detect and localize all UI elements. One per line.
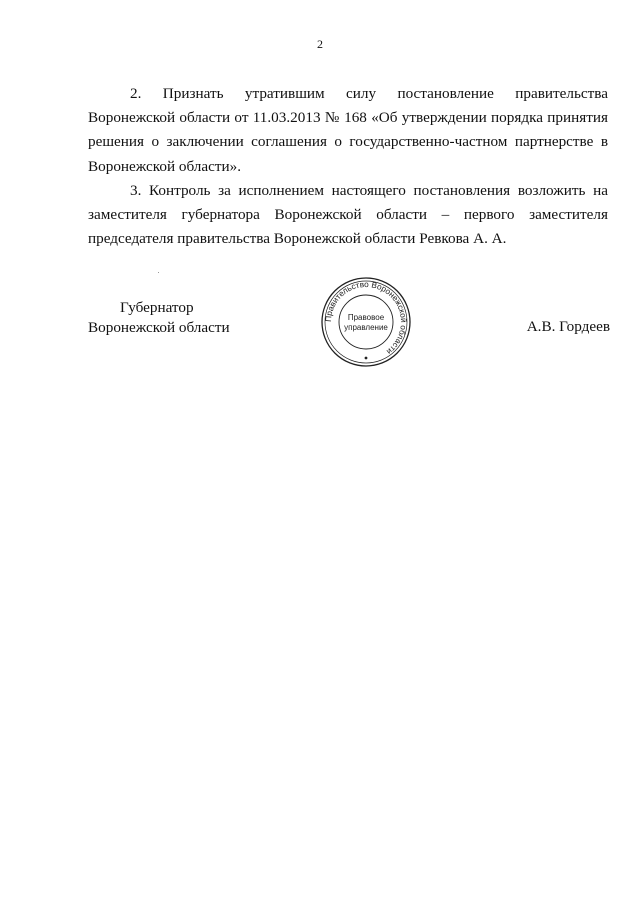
signatory-title-line1: Губернатор xyxy=(120,299,194,316)
stamp-center-line1: Правовое xyxy=(347,313,385,322)
signatory-title-line2: Воронежской области xyxy=(88,319,230,336)
stamp-ring-text: Правительство Воронежской области xyxy=(323,279,409,357)
scan-speck xyxy=(158,272,159,273)
signatory-title xyxy=(88,298,230,338)
document-body xyxy=(88,82,608,251)
stamp-center-line2: управление xyxy=(344,323,388,332)
paragraph-3: 3. Контроль за исполнением настоящего постановления возложить на заместителя губернатора Воронежской области – первого заместителя председателя правительства Воронежской области Ревкова А. А. xyxy=(88,181,608,248)
page-number: 2 xyxy=(317,37,323,51)
stamp-dot xyxy=(365,357,368,360)
paragraph-2: 2. Признать утратившим силу постановление правительства Воронежской области от 11.03.2013 № 168 «Об утверждении порядка принятия решения о заключении соглашения о государственно-частном партнерстве в Воронежской области». xyxy=(88,85,608,175)
official-seal-stamp xyxy=(320,276,412,368)
signatory-name: А.В. Гордеев xyxy=(526,318,610,335)
